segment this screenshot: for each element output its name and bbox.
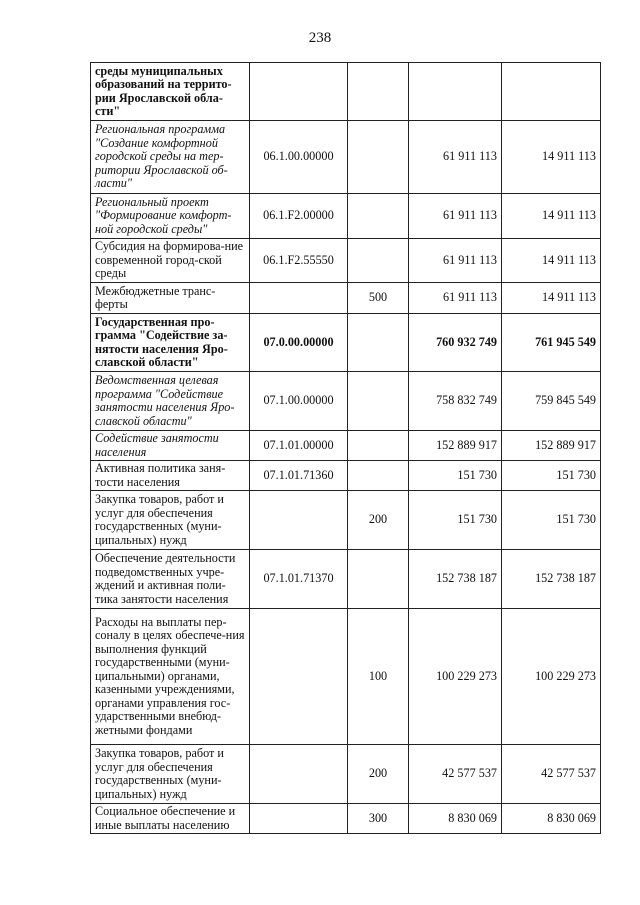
target-article-code: 07.1.01.71370 <box>250 550 348 609</box>
budget-item-name: среды муниципальных образований на террито-рии Ярославской обла-сти" <box>91 63 250 121</box>
budget-table <box>90 62 601 834</box>
amount-year-1: 61 911 113 <box>409 239 502 283</box>
target-article-code: 07.1.01.00000 <box>250 431 348 461</box>
target-article-code <box>250 491 348 550</box>
amount-year-2: 100 229 273 <box>502 609 601 745</box>
budget-item-name: Ведомственная целевая программа "Содействие занятости населения Яро-славской области" <box>91 372 250 431</box>
expense-type-code: 300 <box>348 804 409 834</box>
target-article-code: 07.1.01.71360 <box>250 461 348 491</box>
expense-type-code: 200 <box>348 745 409 804</box>
amount-year-1: 758 832 749 <box>409 372 502 431</box>
budget-item-name: Обеспечение деятельности подведомственных учре-ждений и активная поли-тика занятости населения <box>91 550 250 609</box>
target-article-code <box>250 63 348 121</box>
target-article-code: 06.1.F2.00000 <box>250 194 348 239</box>
budget-item-name: Региональный проект "Формирование комфорт-ной городской среды" <box>91 194 250 239</box>
table-row <box>91 283 601 314</box>
table-row <box>91 609 601 745</box>
amount-year-1: 151 730 <box>409 461 502 491</box>
amount-year-2: 14 911 113 <box>502 121 601 194</box>
expense-type-code <box>348 239 409 283</box>
expense-type-code: 200 <box>348 491 409 550</box>
amount-year-1: 152 738 187 <box>409 550 502 609</box>
amount-year-2: 42 577 537 <box>502 745 601 804</box>
amount-year-2: 14 911 113 <box>502 239 601 283</box>
amount-year-2: 152 738 187 <box>502 550 601 609</box>
expense-type-code: 100 <box>348 609 409 745</box>
table-row <box>91 314 601 372</box>
budget-item-name: Расходы на выплаты пер-соналу в целях обеспече-ния выполнения функций государственными (муни-ципальными) органами, казенными учреждениями, органами управления гос-ударственными внебюд-жетными фондами <box>91 609 250 745</box>
amount-year-1 <box>409 63 502 121</box>
table-row <box>91 63 601 121</box>
amount-year-1: 151 730 <box>409 491 502 550</box>
amount-year-2: 151 730 <box>502 491 601 550</box>
amount-year-2 <box>502 63 601 121</box>
expense-type-code <box>348 121 409 194</box>
amount-year-2: 8 830 069 <box>502 804 601 834</box>
budget-item-name: Региональная программа "Создание комфортной городской среды на тер-ритории Ярославской об-ласти" <box>91 121 250 194</box>
table-row <box>91 372 601 431</box>
expense-type-code <box>348 63 409 121</box>
table-row <box>91 431 601 461</box>
budget-table-body <box>91 63 601 834</box>
expense-type-code: 500 <box>348 283 409 314</box>
amount-year-1: 760 932 749 <box>409 314 502 372</box>
table-row <box>91 745 601 804</box>
amount-year-1: 61 911 113 <box>409 283 502 314</box>
table-row <box>91 804 601 834</box>
amount-year-2: 761 945 549 <box>502 314 601 372</box>
amount-year-1: 100 229 273 <box>409 609 502 745</box>
table-row <box>91 491 601 550</box>
table-row <box>91 194 601 239</box>
amount-year-1: 61 911 113 <box>409 121 502 194</box>
table-row <box>91 121 601 194</box>
budget-item-name: Межбюджетные транс-ферты <box>91 283 250 314</box>
target-article-code: 07.0.00.00000 <box>250 314 348 372</box>
target-article-code <box>250 283 348 314</box>
table-row <box>91 461 601 491</box>
expense-type-code <box>348 372 409 431</box>
target-article-code: 07.1.00.00000 <box>250 372 348 431</box>
expense-type-code <box>348 194 409 239</box>
budget-item-name: Закупка товаров, работ и услуг для обеспечения государственных (муни-ципальных) нужд <box>91 745 250 804</box>
amount-year-1: 61 911 113 <box>409 194 502 239</box>
target-article-code <box>250 804 348 834</box>
budget-item-name: Субсидия на формирова-ние современной город-ской среды <box>91 239 250 283</box>
table-row <box>91 239 601 283</box>
budget-item-name: Активная политика заня-тости населения <box>91 461 250 491</box>
amount-year-2: 759 845 549 <box>502 372 601 431</box>
amount-year-1: 8 830 069 <box>409 804 502 834</box>
budget-item-name: Закупка товаров, работ и услуг для обеспечения государственных (муни-ципальных) нужд <box>91 491 250 550</box>
budget-item-name: Государственная про-грамма "Содействие за-нятости населения Яро-славской области" <box>91 314 250 372</box>
budget-item-name: Содействие занятости населения <box>91 431 250 461</box>
table-row <box>91 550 601 609</box>
expense-type-code <box>348 314 409 372</box>
target-article-code <box>250 745 348 804</box>
amount-year-2: 14 911 113 <box>502 283 601 314</box>
budget-item-name: Социальное обеспечение и иные выплаты населению <box>91 804 250 834</box>
expense-type-code <box>348 431 409 461</box>
target-article-code: 06.1.00.00000 <box>250 121 348 194</box>
amount-year-2: 151 730 <box>502 461 601 491</box>
page-number: 238 <box>308 30 332 46</box>
amount-year-1: 42 577 537 <box>409 745 502 804</box>
target-article-code: 06.1.F2.55550 <box>250 239 348 283</box>
amount-year-1: 152 889 917 <box>409 431 502 461</box>
amount-year-2: 152 889 917 <box>502 431 601 461</box>
expense-type-code <box>348 461 409 491</box>
expense-type-code <box>348 550 409 609</box>
amount-year-2: 14 911 113 <box>502 194 601 239</box>
target-article-code <box>250 609 348 745</box>
